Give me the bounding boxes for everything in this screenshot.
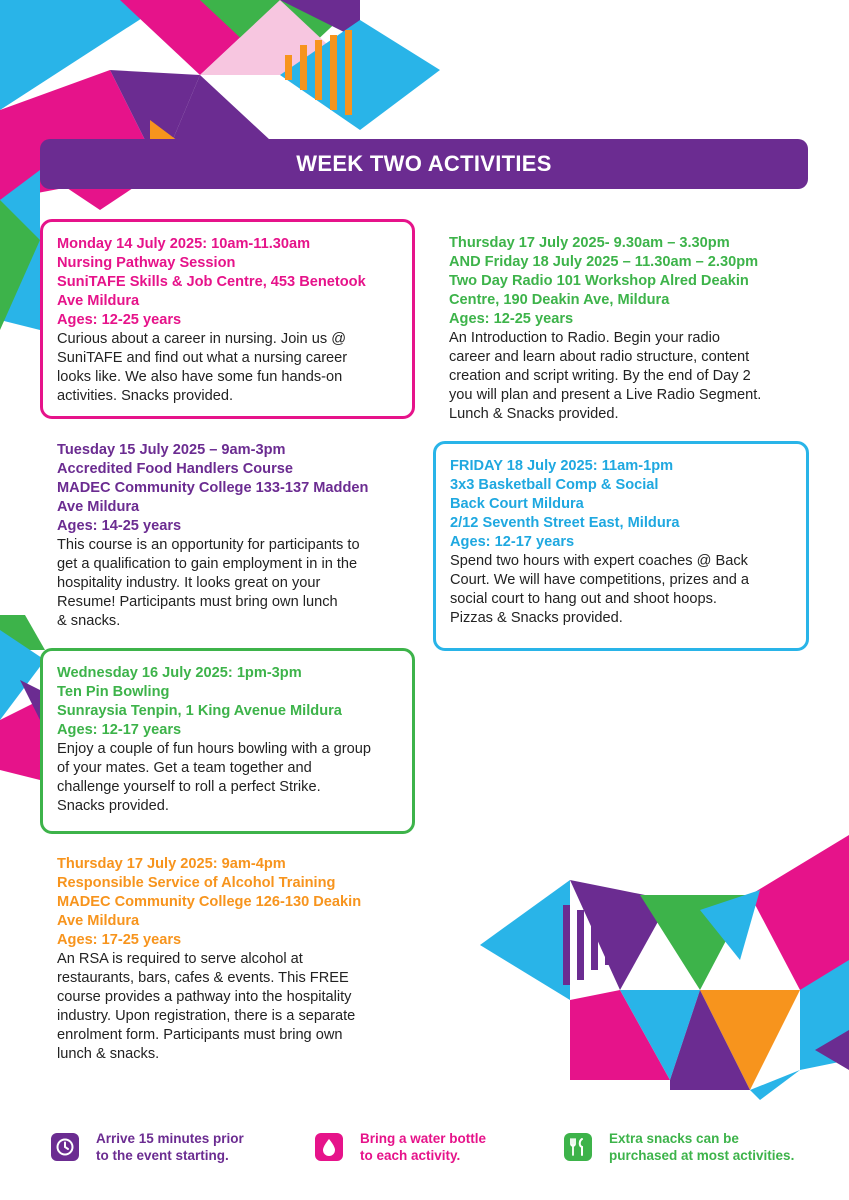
footer-tip-water bbox=[315, 1130, 486, 1164]
footer-tip-snacks bbox=[564, 1130, 794, 1164]
event-description: This course is an opportunity for participants to get a qualification to gain employment in in the hospitality industry. It looks great on your Resume! Participants must bring own lunch & snacks. bbox=[57, 537, 360, 629]
event-description: An Introduction to Radio. Begin your radio career and learn about radio structure, content creation and script writing. By the end of Day 2 you will plan and present a Live Radio Segment. Lunch & Snacks provided. bbox=[449, 330, 762, 422]
event-thursday-radio bbox=[449, 234, 819, 424]
footer-tip-text: Bring a water bottle to each activity. bbox=[360, 1131, 487, 1163]
clock-icon bbox=[51, 1133, 79, 1161]
event-heading: Monday 14 July 2025: 10am-11.30am Nursing Pathway Session SuniTAFE Skills & Job Centre, 453 Benetook Ave Mildura Ages: 12-25 years bbox=[57, 236, 366, 328]
event-friday bbox=[433, 441, 809, 651]
event-heading: Thursday 17 July 2025- 9.30am – 3.30pm AND Friday 18 July 2025 – 11.30am – 2.30pm Two Day Radio 101 Workshop Alred Deakin Centre, 190 Deakin Ave, Mildura Ages: 12-25 years bbox=[449, 235, 759, 327]
event-heading: FRIDAY 18 July 2025: 11am-1pm 3x3 Basketball Comp & Social Back Court Mildura 2/12 Seventh Street East, Mildura Ages: 12-17 years bbox=[450, 458, 680, 550]
event-description: Enjoy a couple of fun hours bowling with a group of your mates. Get a team together and challenge yourself to roll a perfect Strike. Snacks provided. bbox=[57, 741, 371, 814]
event-thursday-rsa bbox=[57, 855, 417, 1064]
event-description: An RSA is required to serve alcohol at restaurants, bars, cafes & events. This FREE course provides a pathway into the hospitality industry. Upon registration, there is a separate enrolment form. Participants must bring own lunch & snacks. bbox=[57, 951, 356, 1062]
event-heading: Wednesday 16 July 2025: 1pm-3pm Ten Pin Bowling Sunraysia Tenpin, 1 King Avenue Mildura Ages: 12-17 years bbox=[57, 665, 342, 738]
page-title: WEEK TWO ACTIVITIES bbox=[40, 139, 808, 189]
water-drop-icon bbox=[315, 1133, 343, 1161]
footer-tip-text: Extra snacks can be purchased at most activities. bbox=[609, 1131, 795, 1163]
event-monday bbox=[40, 219, 415, 419]
footer-tip-text: Arrive 15 minutes prior to the event starting. bbox=[96, 1131, 244, 1163]
event-description: Spend two hours with expert coaches @ Back Court. We will have competitions, prizes and a social court to hang out and shoot hoops. Pizzas & Snacks provided. bbox=[450, 553, 750, 626]
cutlery-icon bbox=[564, 1133, 592, 1161]
footer-tip-arrive bbox=[51, 1130, 244, 1164]
event-wednesday bbox=[40, 648, 415, 834]
event-heading: Thursday 17 July 2025: 9am-4pm Responsible Service of Alcohol Training MADEC Community College 126-130 Deakin Ave Mildura Ages: 17-25 years bbox=[57, 856, 362, 948]
event-tuesday bbox=[57, 441, 417, 631]
event-description: Curious about a career in nursing. Join us @ SuniTAFE and find out what a nursing career looks like. We also have some fun hands-on activities. Snacks provided. bbox=[57, 331, 348, 404]
event-heading: Tuesday 15 July 2025 – 9am-3pm Accredited Food Handlers Course MADEC Community College 133-137 Madden Ave Mildura Ages: 14-25 years bbox=[57, 442, 369, 534]
